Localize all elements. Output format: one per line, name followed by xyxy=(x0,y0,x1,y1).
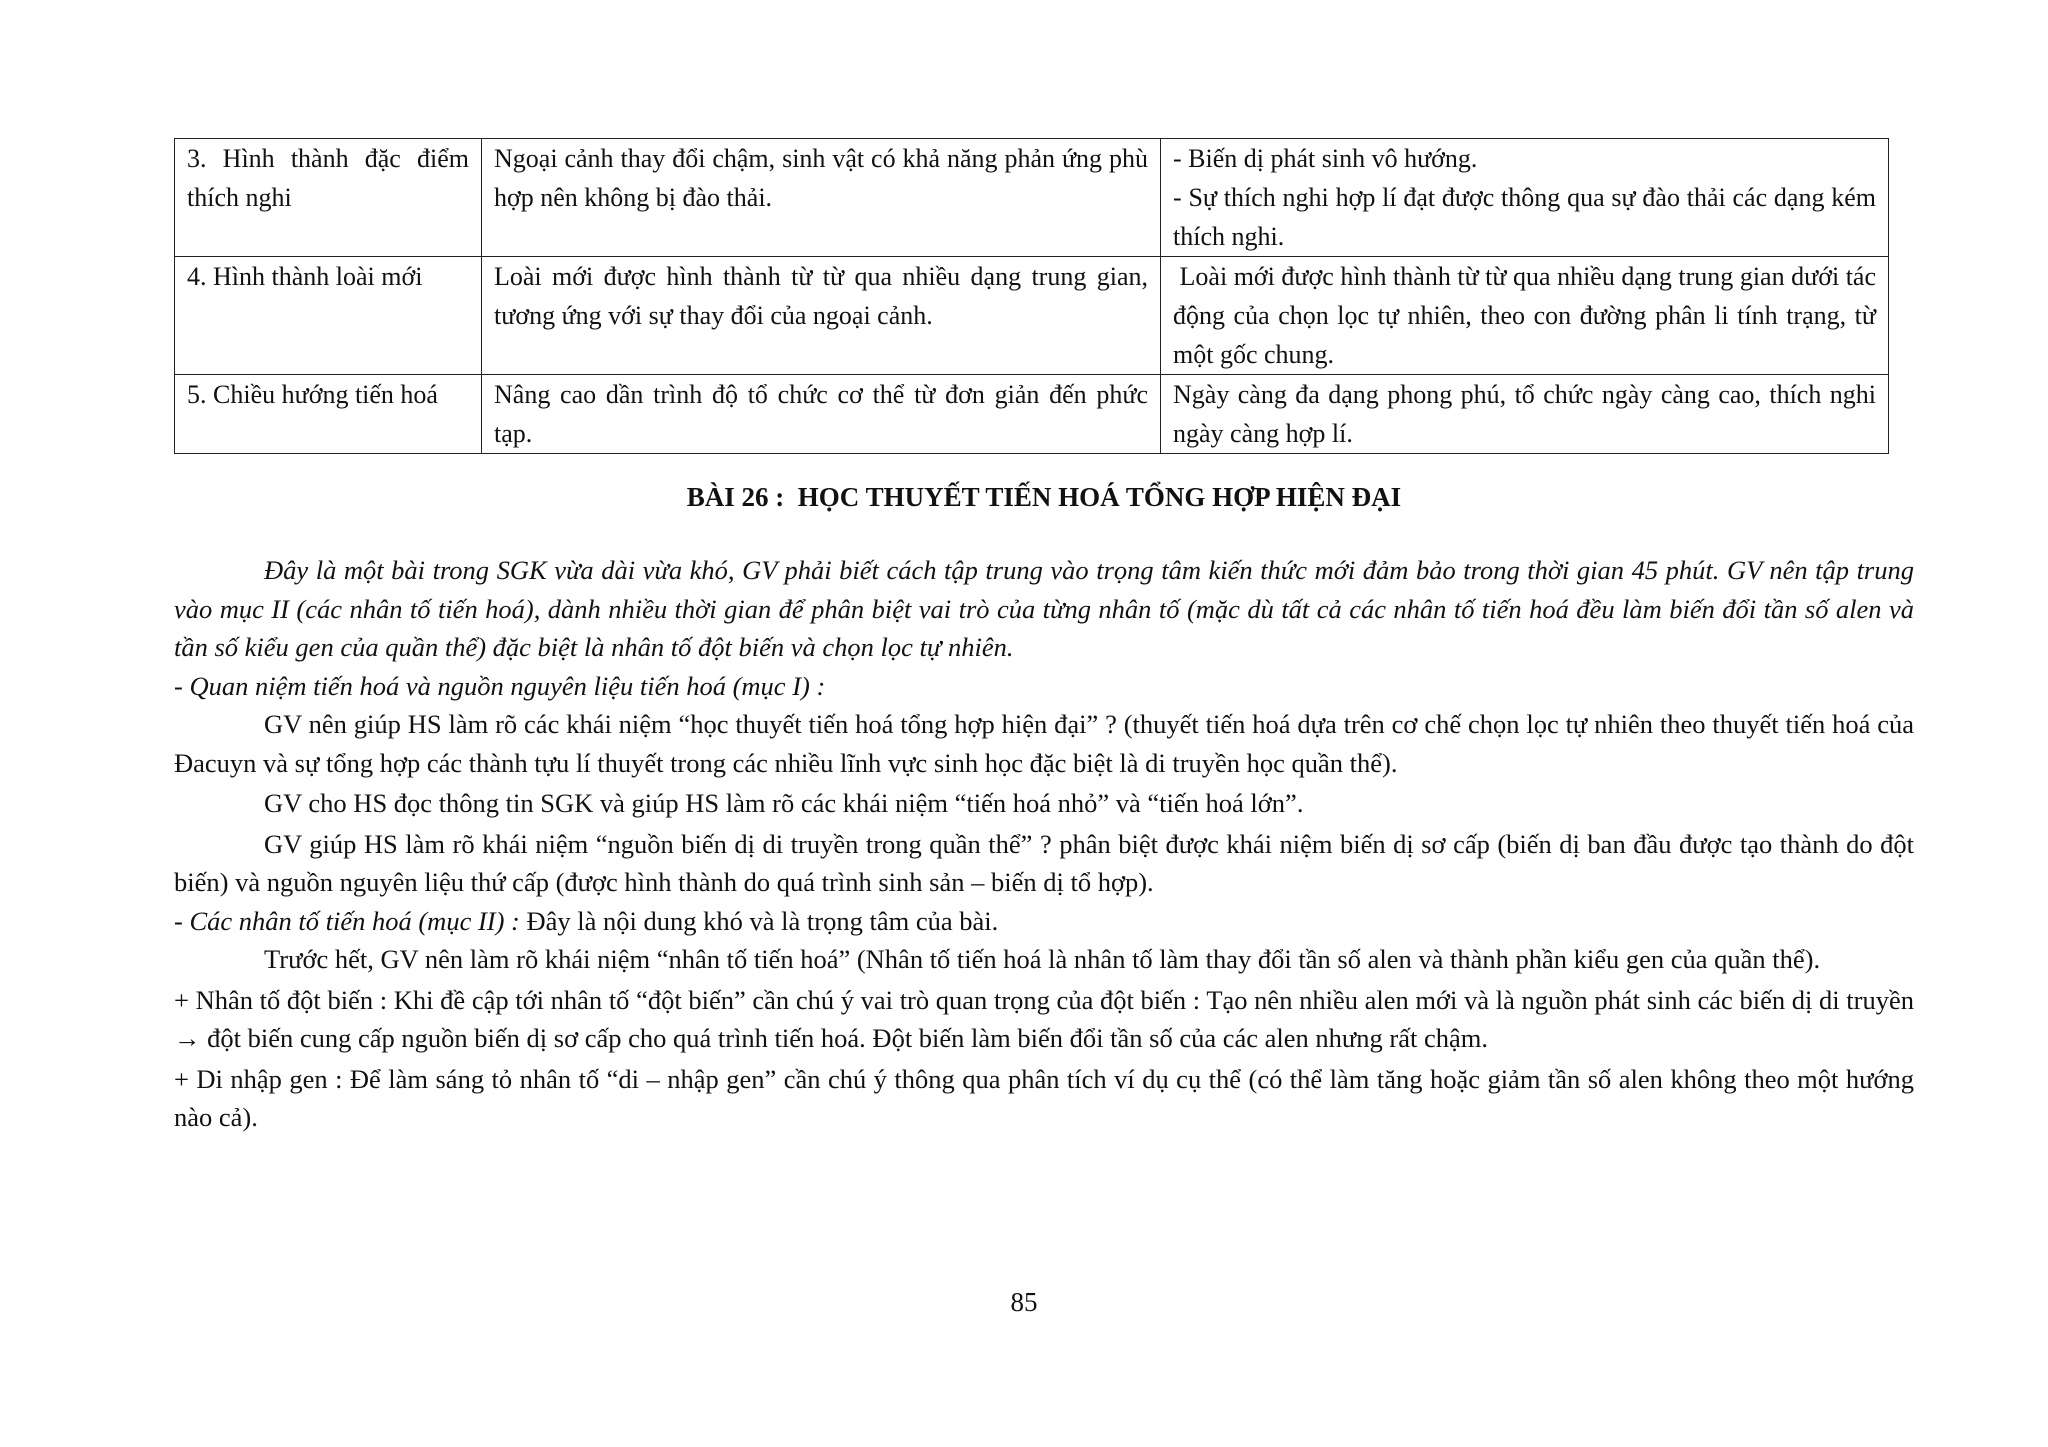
cell-text: 4. Hình thành loài mới xyxy=(187,262,423,291)
paragraph: GV giúp HS làm rõ khái niệm “nguồn biến dị di truyền trong quần thể” ? phân biệt được khái niệm biến dị sơ cấp (biến dị ban đầu được tạo thành do đột biến) và nguồn nguyên liệu thứ cấp (được hình thành do quá trình sinh sản – biến dị tổ hợp). xyxy=(174,828,1914,897)
table-cell xyxy=(482,139,1161,257)
table-cell xyxy=(482,375,1161,454)
paragraph: Trước hết, GV nên làm rõ khái niệm “nhân tố tiến hoá” (Nhân tố tiến hoá là nhân tố làm thay đổi tần số alen và thành phần kiểu gen của quần thể). xyxy=(264,944,1821,974)
table-cell xyxy=(1161,139,1889,257)
paragraph: + Di nhập gen : Để làm sáng tỏ nhân tố “di – nhập gen” cần chú ý thông qua phân tích ví dụ cụ thể (có thể làm tăng hoặc giảm tần số alen không theo một hướng nào cả). xyxy=(174,1063,1914,1132)
table-cell xyxy=(1161,257,1889,375)
comparison-table xyxy=(174,138,1889,454)
section-heading-line xyxy=(174,902,1914,941)
cell-text: 5. Chiều hướng tiến hoá xyxy=(187,380,438,409)
section-heading: - Các nhân tố tiến hoá (mục II) : xyxy=(174,905,520,936)
cell-text: - Biến dị phát sinh vô hướng. xyxy=(1173,144,1478,173)
cell-text: Loài mới được hình thành từ từ qua nhiều dạng trung gian dưới tác động của chọn lọc tự nhiên, theo con đường phân li tính trạng, từ một gốc chung. xyxy=(1173,262,1883,369)
section-heading-text: Đây là nội dung khó và là trọng tâm của bài. xyxy=(519,905,999,936)
intro-paragraph: Đây là một bài trong SGK vừa dài vừa khó, GV phải biết cách tập trung vào trọng tâm kiến thức mới đảm bảo trong thời gian 45 phút. GV nên tập trung vào mục II (các nhân tố tiến hoá), dành nhiều thời gian để phân biệt vai trò của từng nhân tố (mặc dù tất cả các nhân tố tiến hoá đều làm biến đổi tần số alen và tần số kiểu gen của quần thể) đặc biệt là nhân tố đột biến và chọn lọc tự nhiên. xyxy=(174,555,1914,662)
page-number: 85 xyxy=(1010,1287,1038,1317)
cell-text: - Sự thích nghi hợp lí đạt được thông qua sự đào thải các dạng kém thích nghi. xyxy=(1173,183,1876,251)
table-cell xyxy=(175,139,482,257)
table-row xyxy=(175,257,1889,375)
lesson-body xyxy=(174,551,1914,1137)
paragraph: + Nhân tố đột biến : Khi đề cập tới nhân tố “đột biến” cần chú ý vai trò quan trọng của đột biến : Tạo nên nhiều alen mới và là nguồn phát sinh các biến dị di truyền → đột biến cung cấp nguồn biến dị sơ cấp cho quá trình tiến hoá. Đột biến làm biến đổi tần số của các alen nhưng rất chậm. xyxy=(174,984,1914,1053)
cell-text: Ngày càng đa dạng phong phú, tổ chức ngày càng cao, thích nghi ngày càng hợp lí. xyxy=(1173,380,1876,448)
table-cell xyxy=(175,375,482,454)
table-cell xyxy=(175,257,482,375)
table-cell xyxy=(1161,375,1889,454)
cell-text: Ngoại cảnh thay đổi chậm, sinh vật có khả năng phản ứng phù hợp nên không bị đào thải. xyxy=(494,144,1148,212)
table-cell xyxy=(482,257,1161,375)
cell-text: 3. Hình thành đặc điểm thích nghi xyxy=(187,144,469,212)
lesson-heading: BÀI 26 : HỌC THUYẾT TIẾN HOÁ TỔNG HỢP HIỆN ĐẠI xyxy=(686,482,1402,512)
cell-text: Loài mới được hình thành từ từ qua nhiều dạng trung gian, tương ứng với sự thay đổi của ngoại cảnh. xyxy=(494,262,1148,330)
paragraph: GV cho HS đọc thông tin SGK và giúp HS làm rõ các khái niệm “tiến hoá nhỏ” và “tiến hoá lớn”. xyxy=(264,788,1304,818)
table-row xyxy=(175,139,1889,257)
cell-text: Nâng cao dần trình độ tổ chức cơ thể từ đơn giản đến phức tạp. xyxy=(494,380,1148,448)
paragraph: GV nên giúp HS làm rõ các khái niệm “học thuyết tiến hoá tổng hợp hiện đại” ? (thuyết tiến hoá dựa trên cơ chế chọn lọc tự nhiên theo thuyết tiến hoá của Đacuyn và sự tổng hợp các thành tựu lí thuyết trong các nhiều lĩnh vực sinh học đặc biệt là di truyền học quần thể). xyxy=(174,709,1914,778)
section-heading: - Quan niệm tiến hoá và nguồn nguyên liệu tiến hoá (mục I) : xyxy=(174,670,826,701)
table-row xyxy=(175,375,1889,454)
